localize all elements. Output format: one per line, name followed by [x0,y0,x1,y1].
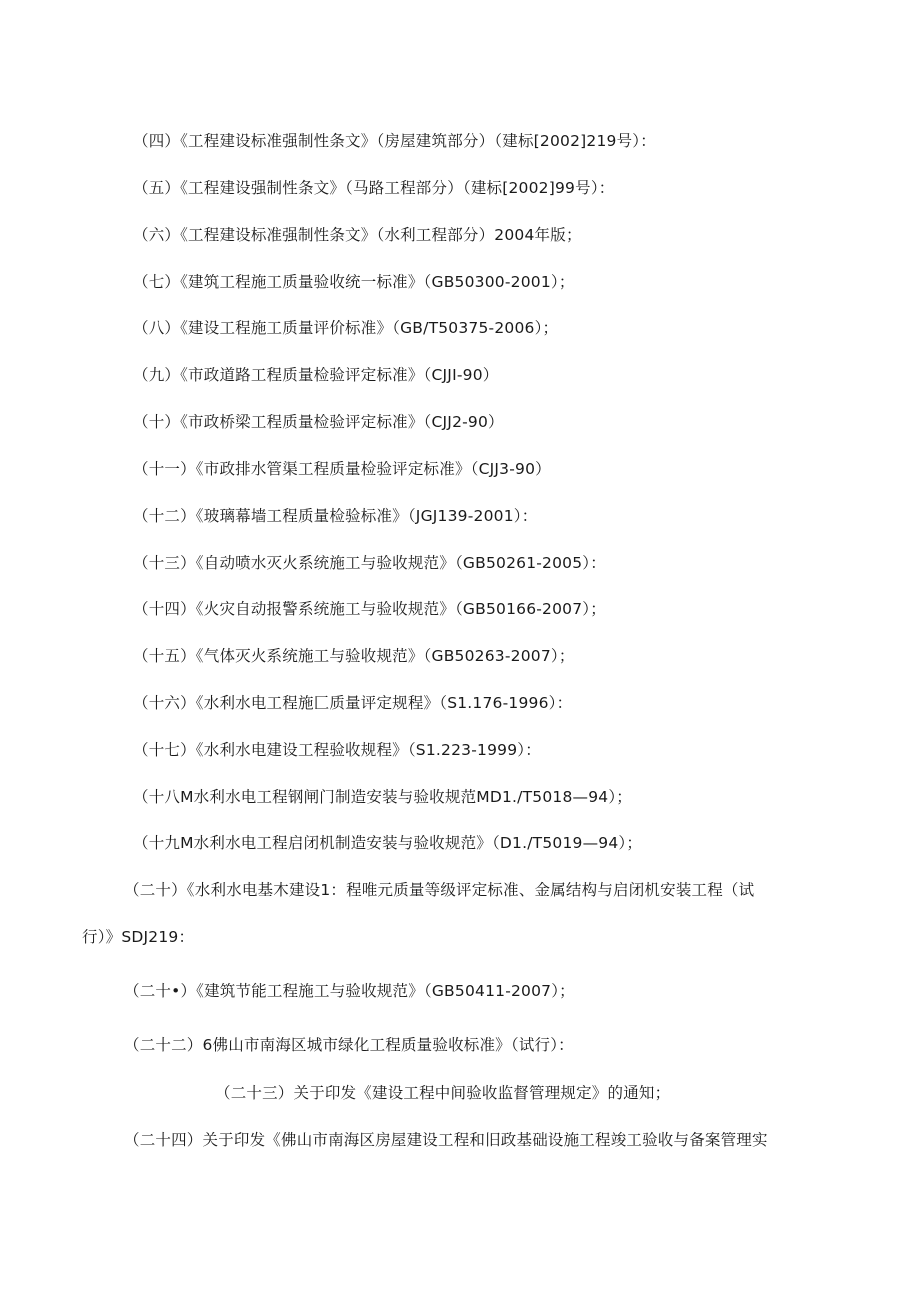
reference-item-8: （八）《建设工程施工质量评价标准》（GB/T50375-2006）； [133,319,559,337]
reference-item-20-continued: 行）》SDJ219： [82,928,195,946]
reference-item-19: （十九M水利水电工程启闭机制造安装与验收规范》（D1./T5019—94）； [133,834,643,852]
reference-item-20: （二十）《水利水电基木建设1：程唯元质量等级评定标准、金属结构与启闭机安装工程（试 [124,881,755,899]
reference-item-21: （二十•）《建筑节能工程施工与验收规范》（GB50411-2007）； [124,982,575,1000]
reference-item-13: （十三）《自动喷水灭火系统施工与验收规范》（GB50261-2005）： [133,554,606,572]
reference-item-23: （二十三）关于印发《建设工程中间验收监督管理规定》的通知； [215,1084,671,1102]
reference-item-9: （九）《市政道路工程质量检验评定标准》（CJJI-90） [133,366,499,384]
reference-item-4: （四）《工程建设标准强制性条文》（房屋建筑部分）（建标[2002]219号）： [133,132,656,150]
reference-item-11: （十一）《市政排水管渠工程质量检验评定标准》（CJJ3-90） [133,460,551,478]
reference-item-5: （五）《工程建设强制性条文》（马路工程部分）（建标[2002]99号）： [133,179,615,197]
reference-item-6: （六）《工程建设标准强制性条文》（水利工程部分）2004年版； [133,226,582,244]
reference-item-18: （十八M水利水电工程钢闸门制造安装与验收规范MD1./T5018—94）； [133,788,632,806]
reference-item-10: （十）《市政桥梁工程质量检验评定标准》（CJJ2-90） [133,413,504,431]
reference-item-12: （十二）《玻璃幕墙工程质量检验标准》（JGJ139-2001）： [133,507,538,525]
reference-item-15: （十五）《气体灭火系统施工与验收规范》（GB50263-2007）； [133,647,575,665]
reference-item-7: （七）《建筑工程施工质量验收统一标准》（GB50300-2001）； [133,273,575,291]
reference-item-24: （二十四）关于印发《佛山市南海区房屋建设工程和旧政基础设施工程竣工验收与备案管理实 [124,1131,768,1149]
reference-item-17: （十七）《水利水电建设工程验收规程》（S1.223-1999）： [133,741,541,759]
reference-item-16: （十六）《水利水电工程施匚质量评定规程》（S1.176-1996）： [133,694,573,712]
reference-item-14: （十四）《火灾自动报警系统施工与验收规范》（GB50166-2007）； [133,600,606,618]
reference-item-22: （二十二）6佛山市南海区城市绿化工程质量验收标准》（试行）： [124,1036,574,1054]
